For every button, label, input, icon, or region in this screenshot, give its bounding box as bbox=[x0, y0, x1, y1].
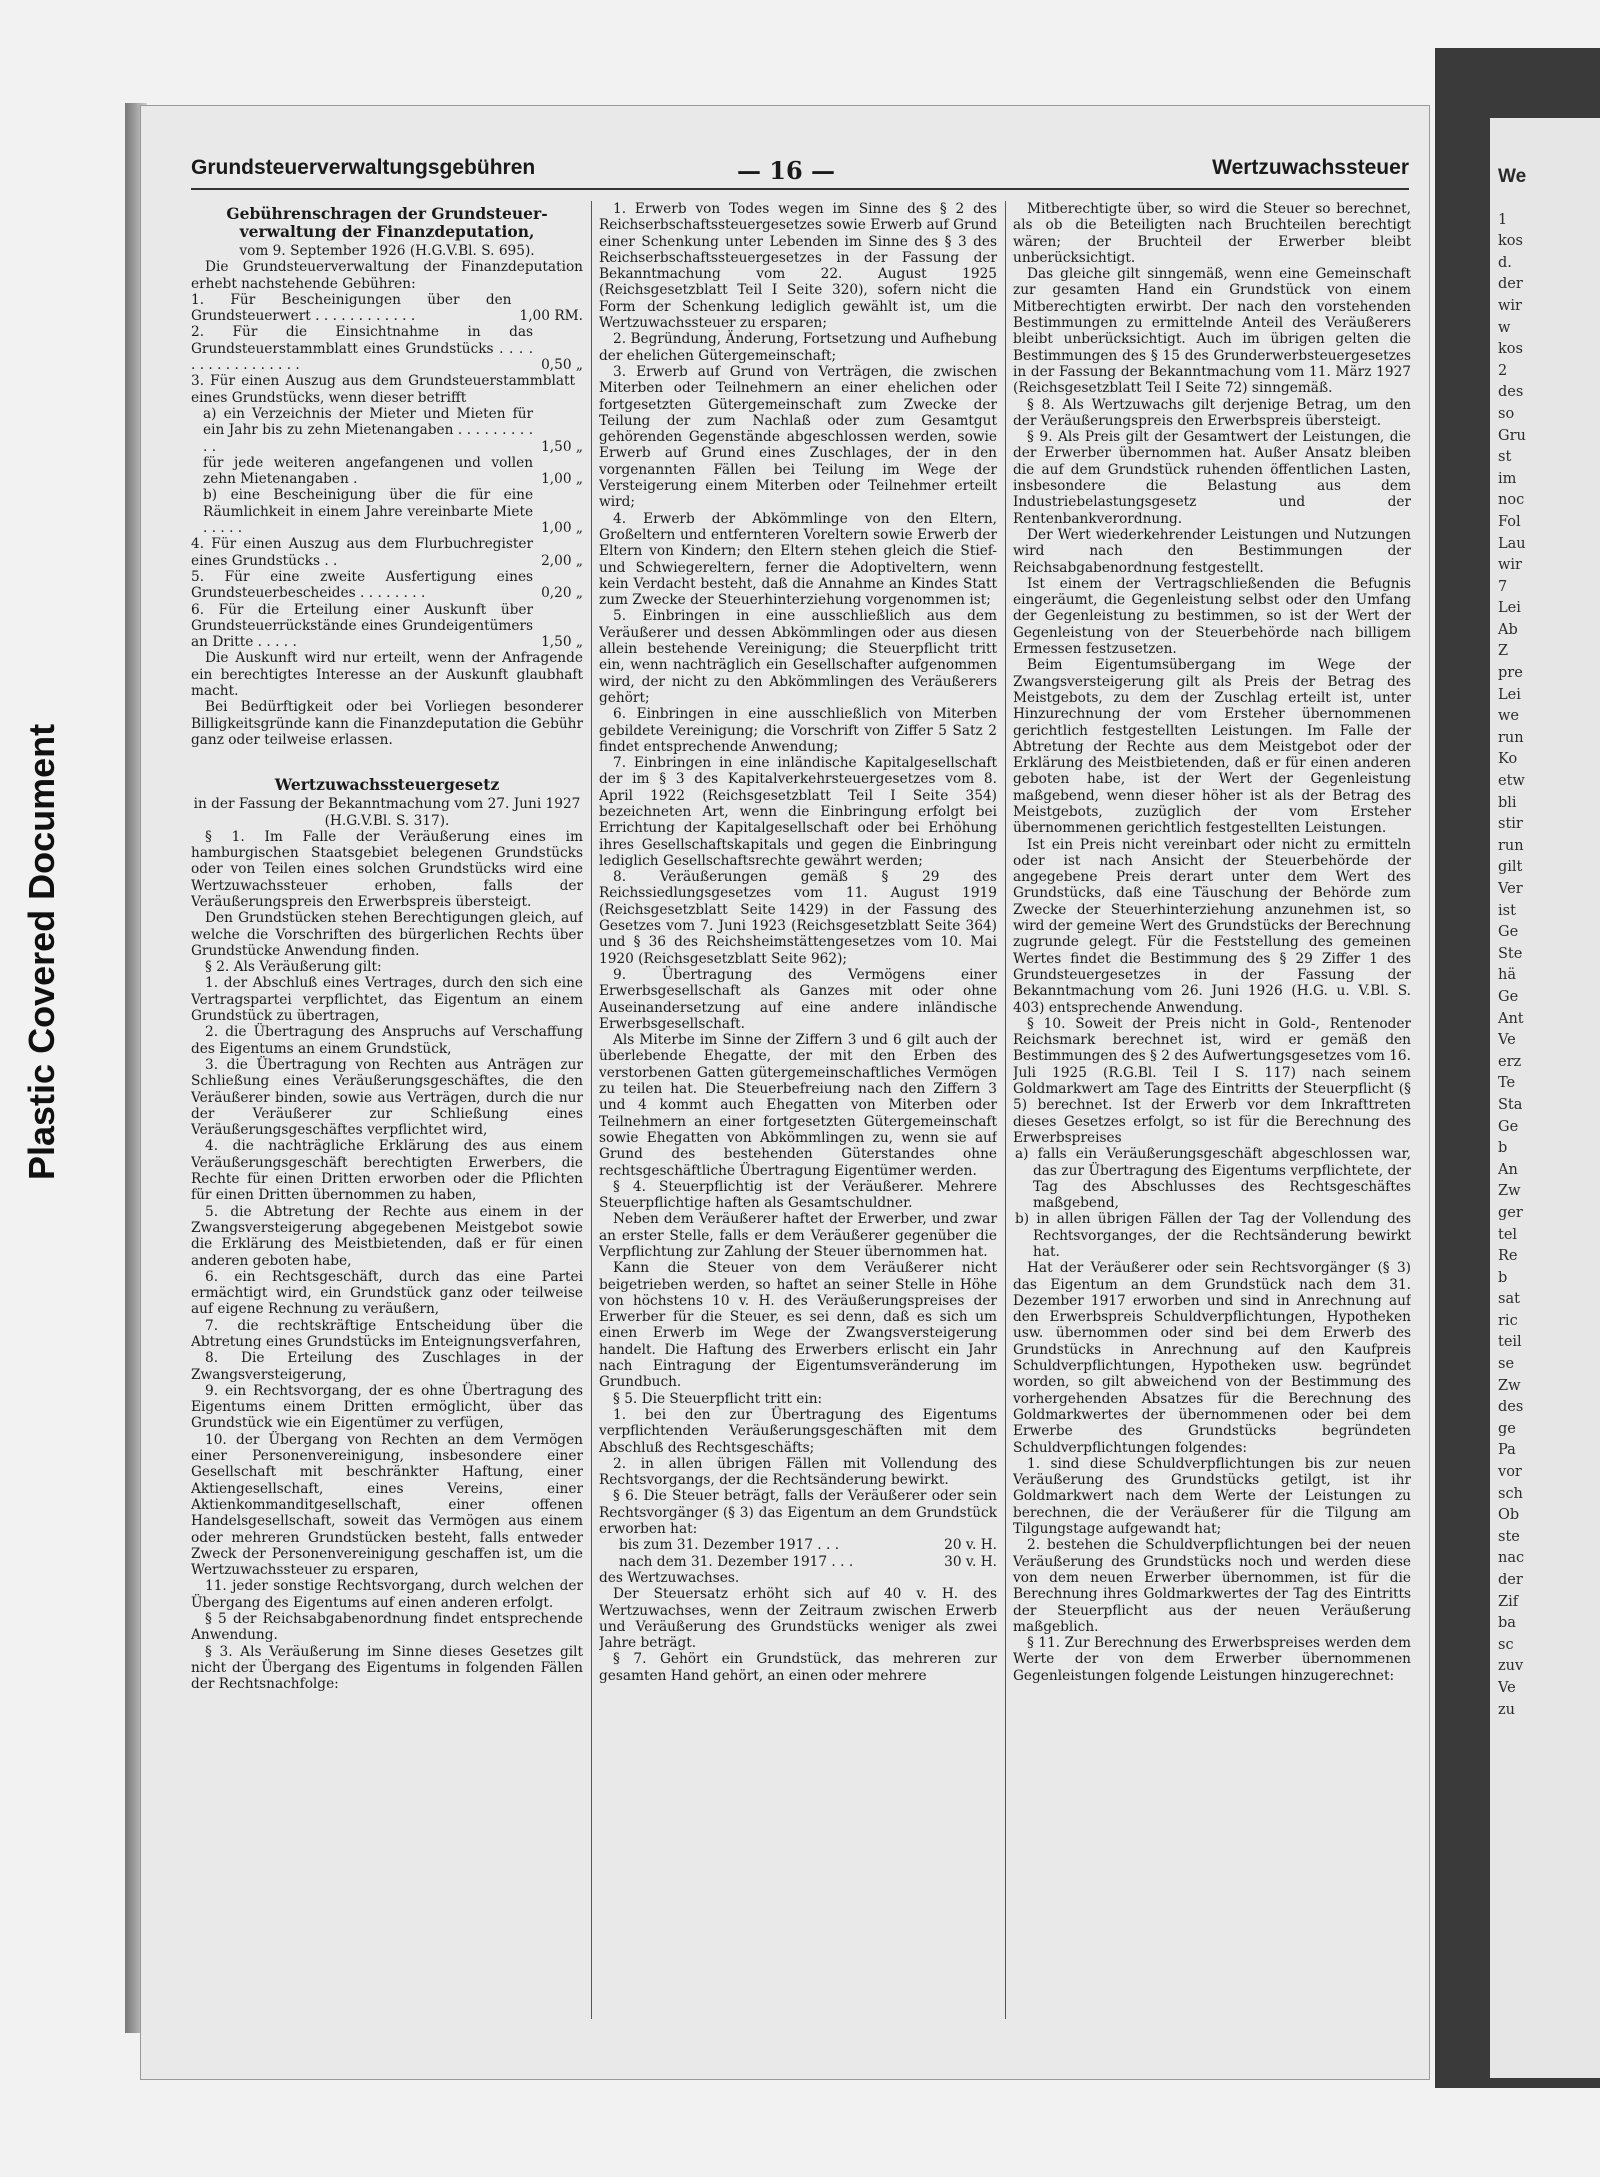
adjacent-page-fragment: Ge bbox=[1498, 1118, 1519, 1135]
adjacent-page-fragment: des bbox=[1498, 1399, 1524, 1416]
adjacent-page-fragment: Z bbox=[1498, 643, 1509, 660]
adjacent-page-fragment: hä bbox=[1498, 967, 1516, 984]
adjacent-page-fragment: 7 bbox=[1498, 578, 1508, 595]
law-paragraph: § 11. Zur Berechnung des Erwerbspreises werden dem Werte der von dem Erwerber übernommenen Gegenleistungen folgende Leistungen hinzugerechnet: bbox=[1013, 1635, 1411, 1684]
running-head-right: Wertzuwachssteuer bbox=[1212, 156, 1409, 179]
fee-amount: 1,50 „ bbox=[541, 634, 583, 651]
adjacent-page-fragment: der bbox=[1498, 1572, 1523, 1588]
fee-item bbox=[191, 406, 583, 455]
law-paragraphs bbox=[1013, 1260, 1411, 1684]
rates-tail: des Wertzuwachses. bbox=[599, 1569, 740, 1586]
rate-row bbox=[599, 1554, 997, 1570]
adjacent-page-fragment: Ko bbox=[1498, 751, 1518, 768]
adjacent-page-fragment: Sta bbox=[1498, 1096, 1523, 1113]
law-paragraph: Kann die Steuer von dem Veräußerer nicht beigetrieben werden, so haftet an seiner Stelle in Höhe von höchstens 10 v. H. des Veräußerungspreises der Erwerber für die Steuer, es sei denn, daß es sich um einen Erwerb im Wege der Zwangsversteigerung handelt. Die Haftung des Erwerbers erlischt ein Jahr nach Eintragung der Eigentumsveränderung im Grundbuch. bbox=[599, 1260, 997, 1391]
fee-notes bbox=[191, 650, 583, 748]
adjacent-page-fragment: 1 bbox=[1498, 211, 1508, 228]
law-paragraph: 5. die Abtretung der Rechte aus einem in der Zwangsversteigerung abgegebenen Meistgebot sowie die Erklärung des Meistbietenden, daß er für einen anderen geboten habe, bbox=[191, 1203, 583, 1269]
header-rule bbox=[191, 188, 1409, 190]
adjacent-page-fragment: im bbox=[1498, 470, 1517, 487]
law-paragraph: 7. Einbringen in eine inländische Kapitalgesellschaft der im § 3 des Kapitalverkehrsteuergesetzes vom 8. April 1922 (Reichsgesetzblatt Teil I Seite 354) bezeichneten Art, wenn die Einbringung erfolgt bei Errichtung der Kapitalgesellschaft oder bei Erhöhung ihres Gesellschaftskapitals und gegen die Einbringung lediglich Gesellschaftsrechte gewährt werden; bbox=[599, 755, 997, 869]
column-rule bbox=[591, 201, 592, 2019]
law-paragraph: Der Wert wiederkehrender Leistungen und Nutzungen wird nach den Bestimmungen der Reichsabgabenordnung festgestellt. bbox=[1013, 526, 1411, 576]
law-paragraph: Der Steuersatz erhöht sich auf 40 v. H. des Wertzuwachses, wenn der Zeitraum zwischen Erwerb und Veräußerung des Grundstücks weniger als zwei Jahre beträgt. bbox=[599, 1586, 997, 1652]
fee-label: für jede weiteren angefangenen und vollen zehn Mietenangaben . bbox=[203, 454, 534, 488]
adjacent-page-fragment: Fol bbox=[1498, 513, 1521, 530]
fee-item bbox=[191, 455, 583, 488]
fee-note: Bei Bedürftigkeit oder bei Vorliegen besonderer Billigkeitsgründe kann die Finanzdeputation die Gebühr ganz oder teilweise erlassen. bbox=[191, 699, 583, 748]
adjacent-page-fragment: we bbox=[1498, 708, 1519, 725]
law-paragraph: 10. der Übergang von Rechten an dem Vermögen einer Personenvereinigung, insbesondere einer Gesellschaft mit beschränkter Haftung, einer Aktiengesellschaft, eines Vereins, einer Aktienkommanditgesellschaft, einer offenen Handelsgesellschaft, soweit das Vermögen aus einem oder mehreren Grundstücken besteht, falls entweder Zweck der Personenvereinigung geschaffen ist, um die Wertzuwachssteuer zu ersparen, bbox=[191, 1431, 583, 1579]
law-paragraph: Neben dem Veräußerer haftet der Erwerber, und zwar an erster Stelle, falls er dem Veräußerer gegenüber die Verpflichtung zur Zahlung der Steuer übernommen hat. bbox=[599, 1211, 997, 1260]
law-paragraph: 1. Erwerb von Todes wegen im Sinne des § 2 des Reichserbschaftssteuergesetzes sowie Erwerb auf Grund einer Schenkung unter Lebenden im Sinne des § 3 des Reichserbschaftssteuergesetzes in der Fassung der Bekanntmachung vom 22. August 1925 (Reichsgesetzblatt Teil I Seite 320), sofern nicht die Form der Schenkung lediglich gewählt ist, um die Wertzuwachssteuer zu ersparen; bbox=[599, 201, 997, 332]
law-paragraphs bbox=[191, 829, 583, 1693]
law-paragraphs bbox=[1013, 201, 1411, 1146]
adjacent-page-fragment: Lei bbox=[1498, 600, 1521, 617]
law-paragraph: § 1. Im Falle der Veräußerung eines im hamburgischen Staatsgebiet belegenen Grundstücks oder von Teilen eines solchen Grundstücks wird eine Wertzuwachssteuer erhoben, falls der Veräußerungspreis den Erwerbspreis übersteigt. bbox=[191, 828, 583, 910]
adjacent-page-fragment: b bbox=[1498, 1269, 1508, 1286]
adjacent-page-fragment: run bbox=[1498, 729, 1524, 746]
fee-label: b) eine Bescheinigung über die für eine Räumlichkeit in einem Jahre vereinbarte Miete . . . . . bbox=[203, 487, 534, 537]
law-paragraph: 2. die Übertragung des Anspruchs auf Verschaffung des Eigentums an einem Grundstück, bbox=[191, 1024, 583, 1057]
fee-schedule-intro: Die Grundsteuerverwaltung der Finanzdeputation erhebt nachstehende Gebühren: bbox=[191, 259, 583, 292]
running-head-left: Grundsteuerverwaltungsgebühren bbox=[191, 156, 536, 179]
adjacent-page-edge bbox=[1490, 118, 1600, 2078]
column-2 bbox=[599, 201, 997, 1684]
adjacent-page-fragment: 2 bbox=[1498, 362, 1508, 379]
law-paragraphs bbox=[599, 1586, 997, 1684]
adjacent-page-fragment: erz bbox=[1498, 1053, 1522, 1070]
law-paragraphs bbox=[599, 201, 997, 1537]
fee-amount: 2,00 „ bbox=[541, 552, 583, 569]
fee-item bbox=[191, 536, 583, 569]
law-paragraph: § 9. Als Preis gilt der Gesamtwert der Leistungen, die der Erwerber übernommen hat. Außer Ansatz bleiben die auf dem Grundstück ruhenden öffentlichen Lasten, insbesondere die Belastung aus dem Industriebelastungsgesetz und der Rentenbankverordnung. bbox=[1013, 429, 1411, 527]
law-list bbox=[1013, 1146, 1411, 1260]
adjacent-page-fragment: An bbox=[1498, 1161, 1518, 1178]
law-paragraph: 9. ein Rechtsvorgang, der es ohne Übertragung des Eigentums einem Dritten ermöglicht, über das Grundstück wie ein Eigentümer zu verfügen, bbox=[191, 1382, 583, 1432]
adjacent-page-fragment: zuv bbox=[1498, 1658, 1524, 1675]
adjacent-page-fragment: etw bbox=[1498, 773, 1525, 790]
adjacent-page-fragment: stir bbox=[1498, 816, 1523, 833]
law-paragraph: 11. jeder sonstige Rechtsvorgang, durch welchen der Übergang des Eigentums auf einen anderen erfolgt. bbox=[191, 1578, 583, 1611]
adjacent-page-fragment: st bbox=[1498, 449, 1512, 466]
adjacent-page-fragment: Ab bbox=[1498, 621, 1518, 638]
adjacent-page-fragment: Lau bbox=[1498, 535, 1526, 552]
adjacent-page-fragment: sat bbox=[1498, 1291, 1520, 1308]
adjacent-page-fragment: Ant bbox=[1498, 1010, 1524, 1027]
adjacent-page-fragment: teil bbox=[1498, 1334, 1522, 1351]
adjacent-page-fragment: wir bbox=[1498, 297, 1522, 314]
fee-list bbox=[191, 292, 583, 651]
fee-item bbox=[191, 569, 583, 602]
fee-amount: 1,00 „ bbox=[541, 520, 583, 537]
adjacent-page-fragment: Zw bbox=[1498, 1377, 1521, 1394]
law-paragraph: § 5 der Reichsabgabenordnung findet entsprechende Anwendung. bbox=[191, 1611, 583, 1644]
fee-amount: 1,00 „ bbox=[541, 471, 583, 488]
column-1 bbox=[191, 201, 583, 1693]
law-paragraph: Ist einem der Vertragschließenden die Befugnis eingeräumt, die Gegenleistung selbst oder den Umfang der Gegenleistung zu bestimmen, so ist der Wert der Gegenleistung von der Steuerbehörde nach billigem Ermessen festzusetzen. bbox=[1013, 575, 1411, 658]
law-subtitle: in der Fassung der Bekanntmachung vom 27. Juni 1927 (H.G.V.Bl. S. 317). bbox=[193, 796, 581, 829]
law-paragraph: 8. Die Erteilung des Zuschlages in der Zwangsversteigerung, bbox=[191, 1350, 583, 1383]
fee-amount: 1,50 „ bbox=[541, 438, 583, 455]
fee-amount: 0,50 „ bbox=[541, 357, 583, 374]
rate-label: nach dem 31. Dezember 1917 . . . bbox=[619, 1553, 854, 1570]
adjacent-page-fragment: so bbox=[1498, 405, 1515, 422]
adjacent-page-fragment: ric bbox=[1498, 1312, 1518, 1329]
adjacent-page-fragment: pre bbox=[1498, 665, 1523, 682]
adjacent-page-fragment: Ge bbox=[1498, 924, 1519, 941]
adjacent-page-fragment: wir bbox=[1498, 557, 1522, 574]
adjacent-page-fragment: Gru bbox=[1498, 427, 1526, 444]
fee-item bbox=[191, 602, 583, 651]
adjacent-page-fragment: Ve bbox=[1498, 1679, 1516, 1696]
law-list-item: b) in allen übrigen Fällen der Tag der Vollendung des Rechtsvorganges, der die Rechtsänderung bewirkt hat. bbox=[1015, 1211, 1411, 1260]
fee-note: Die Auskunft wird nur erteilt, wenn der Anfragende ein berechtigtes Interesse an der Auskunft glaubhaft macht. bbox=[191, 650, 583, 700]
fee-item bbox=[191, 487, 583, 536]
adjacent-page-fragment: Re bbox=[1498, 1248, 1518, 1265]
law-paragraph: § 5. Die Steuerpflicht tritt ein: bbox=[613, 1390, 823, 1407]
fee-item bbox=[191, 292, 583, 325]
fee-item bbox=[191, 373, 583, 406]
tax-rates bbox=[599, 1537, 997, 1570]
adjacent-page-fragment: ba bbox=[1498, 1615, 1516, 1632]
adjacent-page-fragment: Ver bbox=[1498, 881, 1523, 897]
law-paragraph: 2. Begründung, Änderung, Fortsetzung und Aufhebung der ehelichen Gütergemeinschaft; bbox=[599, 331, 997, 364]
rate-value: 30 v. H. bbox=[944, 1553, 997, 1570]
law-paragraph: Mitberechtigte über, so wird die Steuer so berechnet, als ob die Beteiligten nach Bruchteilen berechtigt wären; der Bruchteil der Erwerber bleibt unberücksichtigt. bbox=[1013, 201, 1411, 266]
adjacent-page-fragment: Zif bbox=[1498, 1593, 1519, 1610]
adjacent-page-fragment: ist bbox=[1498, 902, 1516, 919]
law-paragraph: Beim Eigentumsübergang im Wege der Zwangsversteigerung gilt als Preis der Betrag des Meistgebots, zu dem der Zuschlag erteilt ist, unter Hinzurechnung der vom Ersteher übernommenen gerichtlich festgestellten Leistungen. Im Falle der Abtretung der Rechte aus dem Meistgebot oder der Erklärung des Meistbietenden, daß er für einen anderen geboten habe, ist der Wert der Gegenleistung maßgebend, wenn dieser höher ist als der Betrag des Meistgebots, zuzüglich der vom Ersteher übernommenen gerichtlich festgestellten Leistungen. bbox=[1013, 657, 1411, 837]
law-paragraph: § 10. Soweit der Preis nicht in Gold-, Rentenoder Reichsmark berechnet ist, wird er gemäß den Bestimmungen des § 2 des Aufwertungsgesetzes vom 16. Juli 1925 (R.G.Bl. Teil I S. 117) nach seinem Goldmarkwert am Tage des Eintritts der Steuerpflicht (§ 5) berechnet. Ist der Erwerb vor dem Inkrafttreten dieses Gesetzes erfolgt, so ist für die Berechnung des Erwerbspreises bbox=[1013, 1015, 1411, 1146]
fee-label: 3. Für einen Auszug aus dem Grundsteuerstammblatt eines Grundstücks, wenn dieser betrifft bbox=[191, 373, 575, 406]
adjacent-page-fragment: des bbox=[1498, 384, 1524, 401]
document-page bbox=[140, 105, 1430, 2080]
fee-label: a) ein Verzeichnis der Mieter und Mieten für ein Jahr bis zu zehn Mietenangaben . . . . . . . . . . . bbox=[203, 405, 534, 455]
adjacent-page-fragment: ste bbox=[1498, 1528, 1520, 1545]
adjacent-page-fragment: Ste bbox=[1498, 945, 1523, 962]
page-number: — 16 — bbox=[736, 156, 836, 185]
adjacent-page-fragment: Te bbox=[1498, 1075, 1516, 1092]
law-paragraph: 8. Veräußerungen gemäß § 29 des Reichssiedlungsgesetzes vom 11. August 1919 (Reichsgesetzblatt Seite 1429) in der Fassung des Gesetzes vom 7. Juni 1923 (Reichsgesetzblatt Seite 364) und § 36 des Reichsheimstättengesetzes vom 10. Mai 1920 (Reichsgesetzblatt Seite 962); bbox=[599, 869, 997, 967]
adjacent-page-fragment: Ge bbox=[1498, 988, 1519, 1005]
adjacent-page-fragment: d. bbox=[1498, 254, 1512, 271]
adjacent-page-fragment: w bbox=[1498, 319, 1511, 336]
rate-label: bis zum 31. Dezember 1917 . . . bbox=[619, 1537, 840, 1554]
law-paragraph: § 3. Als Veräußerung im Sinne dieses Gesetzes gilt nicht der Übergang des Eigentums in folgenden Fällen der Rechtsnachfolge: bbox=[191, 1643, 583, 1693]
plastic-covered-stamp: Plastic Covered Document bbox=[21, 723, 62, 1180]
law-paragraph: 6. ein Rechtsgeschäft, durch das eine Partei ermächtigt wird, ein Grundstück ganz oder teilweise auf eigene Rechnung zu veräußern, bbox=[191, 1268, 583, 1318]
fee-label: 6. Für die Erteilung einer Auskunft über Grundsteuerrückstände eines Grundeigentümers an Dritte . . . . . bbox=[191, 601, 534, 651]
adjacent-page-fragment: Zw bbox=[1498, 1183, 1521, 1200]
adjacent-page-fragment: sc bbox=[1498, 1636, 1514, 1653]
adjacent-page-fragment: kos bbox=[1498, 233, 1523, 250]
rate-value: 20 v. H. bbox=[944, 1537, 997, 1554]
rate-row bbox=[599, 1537, 997, 1553]
law-paragraph: 6. Einbringen in eine ausschließlich von Miterben gebildete Vereinigung; die Vorschrift von Ziffer 5 Satz 2 findet entsprechende Anwendung; bbox=[599, 706, 997, 755]
law-paragraph: Als Miterbe im Sinne der Ziffern 3 und 6 gilt auch der überlebende Ehegatte, der mit den Erben des verstorbenen Gatten gütergemeinschaftliches Vermögen zu teilen hat. Die Steuerbefreiung nach den Ziffern 3 und 4 kommt auch Ehegatten von Miterben oder Teilnehmern an einer fortgesetzten Gütergemeinschaft sowie Ehegatten von Abkömmlingen zu, wenn sie auf Grund des bestehenden Güterstandes ohne rechtsgeschäftliche Übertragung Eigentümer werden. bbox=[599, 1032, 997, 1179]
adjacent-page-fragment: kos bbox=[1498, 341, 1523, 358]
law-paragraph: § 4. Steuerpflichtig ist der Veräußerer. Mehrere Steuerpflichtige haften als Gesamtschuldner. bbox=[599, 1178, 997, 1212]
column-3 bbox=[1013, 201, 1411, 1684]
adjacent-page-fragment: ger bbox=[1498, 1204, 1523, 1221]
fee-schedule-date: vom 9. September 1926 (H.G.V.Bl. S. 695). bbox=[239, 243, 535, 259]
law-paragraph: 2. in allen übrigen Fällen mit Vollendung des Rechtsvorgangs, der die Rechtsänderung bewirkt. bbox=[599, 1455, 997, 1489]
adjacent-page-fragment: b bbox=[1498, 1140, 1508, 1157]
law-title: Wertzuwachssteuergesetz bbox=[274, 775, 500, 795]
law-paragraph: Ist ein Preis nicht vereinbart oder nicht zu ermitteln oder ist nach Ansicht der Steuerbehörde der angegebene Preis derart unter dem Wert des Grundstücks, daß eine Täuschung der Behörde zum Zwecke der Steuerhinterziehung anzunehmen ist, so wird der gemeine Wert des Grundstücks der Berechnung zugrunde gelegt. Für die Feststellung des gemeinen Wertes findet die Bestimmung des § 29 Ziffer 1 des Grundsteuergesetzes in der Fassung der Bekanntmachung vom 26. Juni 1926 (H.G. u. V.Bl. S. 403) entsprechende Anwendung. bbox=[1013, 836, 1411, 1016]
law-paragraph: 5. Einbringen in eine ausschließlich aus dem Veräußerer und dessen Abkömmlingen oder aus diesen allein bestehende Vereinigung; die Steuerpflicht tritt ein, wenn nachträglich ein Gesellschafter aufgenommen wird, der nicht zu den Abkömmlingen des Veräußerers gehört; bbox=[599, 608, 997, 706]
law-paragraph: 7. die rechtskräftige Entscheidung über die Abtretung eines Grundstücks im Enteignungsverfahren, bbox=[191, 1317, 583, 1350]
adjacent-page-fragment: zu bbox=[1498, 1701, 1515, 1718]
law-paragraph: 4. die nachträgliche Erklärung des aus einem Veräußerungsgeschäft berechtigten Erwerbers, die Rechte für einen Dritten erworben oder die Pflichten für einen Dritten übernommen zu haben, bbox=[191, 1138, 583, 1204]
adjacent-page-fragment: ge bbox=[1498, 1420, 1516, 1437]
adjacent-page-fragment: Pa bbox=[1498, 1442, 1516, 1459]
adjacent-page-fragment: run bbox=[1498, 837, 1524, 854]
adjacent-page-fragments bbox=[1498, 210, 1600, 1722]
law-list-item: a) falls ein Veräußerungsgeschäft abgeschlossen war, das zur Übertragung des Eigentums verpflichtete, der Tag des Abschlusses des Rechtsgeschäftes maßgebend, bbox=[1015, 1146, 1411, 1212]
law-paragraph: Das gleiche gilt sinngemäß, wenn eine Gemeinschaft zur gesamten Hand ein Grundstück von einem Mitberechtigten erwirbt. Der nach den vorstehenden Bestimmungen zu ermittelnde Anteil des Veräußerers bleibt unberücksichtigt. Auch im übrigen gelten die Bestimmungen des § 15 des Grunderwerbsteuergesetzes in der Fassung der Bekanntmachung vom 11. März 1927 (Reichsgesetzblatt Teil I Seite 72) sinngemäß. bbox=[1013, 266, 1411, 397]
adjacent-page-fragment: der bbox=[1498, 276, 1523, 293]
fee-label: 4. Für einen Auszug aus dem Flurbuchregister eines Grundstücks . . bbox=[191, 536, 534, 569]
fee-item bbox=[191, 324, 583, 373]
law-paragraph: 3. Erwerb auf Grund von Verträgen, die zwischen Miterben oder Teilnehmern an einer ehelichen oder fortgesetzten Gütergemeinschaft zum Zwecke der Teilung der zum Nachlaß oder zum Gesamtgut gehörenden Gegenstände abgeschlossen werden, sowie Erwerb auf Grund eines Zuschlages, der in den vorgenannten Fällen bei Teilung im Wege der Versteigerung einem Miterben oder Teilnehmer erteilt wird; bbox=[599, 363, 997, 511]
adjacent-page-fragment: sch bbox=[1498, 1485, 1523, 1502]
adjacent-page-fragment: se bbox=[1498, 1356, 1515, 1373]
fee-label: 2. Für die Einsichtnahme in das Grundsteuerstammblatt eines Grundstücks . . . . . . . . . . . . . . . . . bbox=[191, 324, 534, 374]
fee-amount: 1,00 RM. bbox=[519, 308, 583, 325]
law-paragraph: Hat der Veräußerer oder sein Rechtsvorgänger (§ 3) das Eigentum an dem Grundstück nach dem 31. Dezember 1917 erworben und sind in Anrechnung auf den Erwerbspreis Schuldverpflichtungen, Hypotheken usw. übernommen oder sind bei dem Erwerb des Grundstücks in Anrechnung auf den Kaufpreis Schuldverpflichtungen, Hypotheken usw. begründet worden, so gilt abweichend von der Bestimmung des vorhergehenden Absatzes für die Berechnung des Goldmarkwertes der übernommenen oder bei dem Erwerbe des Grundstücks begründeten Schuldverpflichtungen folgendes: bbox=[1013, 1260, 1411, 1456]
fee-label: 1. Für Bescheinigungen über den Grundsteuerwert . . . . . . . . . . . . bbox=[191, 291, 512, 325]
adjacent-page-fragment: nac bbox=[1498, 1550, 1525, 1567]
adjacent-page-fragment: gilt bbox=[1498, 859, 1523, 876]
law-paragraph: 4. Erwerb der Abkömmlinge von den Eltern, Großeltern und entfernteren Voreltern sowie Erwerb der Eltern von Kindern; den Eltern stehen gleich die Stief- und Schwiegereltern, ferner die Adoptiveltern, wenn kein Verdacht besteht, daß die Annahme an Kindes Statt zum Zwecke der Steuerhinterziehung vorgenommen ist; bbox=[599, 510, 997, 609]
law-paragraph: § 8. Als Wertzuwachs gilt derjenige Betrag, um den der Veräußerungspreis den Erwerbspreis übersteigt. bbox=[1013, 396, 1411, 429]
column-rule bbox=[1005, 201, 1006, 2019]
law-paragraph: 1. bei den zur Übertragung des Eigentums verpflichtenden Veräußerungsgeschäften mit dem Abschluß des Rechtsgeschäfts; bbox=[599, 1406, 997, 1456]
law-paragraph: 1. der Abschluß eines Vertrages, durch den sich eine Vertragspartei verpflichtet, das Eigentum an einem Grundstück zu übertragen, bbox=[191, 975, 583, 1025]
fee-schedule-title: Gebührenschragen der Grundsteuer-verwaltung der Finanzdeputation, bbox=[226, 204, 548, 241]
adjacent-page-fragment: Lei bbox=[1498, 686, 1521, 703]
law-paragraph: § 6. Die Steuer beträgt, falls der Veräußerer oder sein Rechtsvorgänger (§ 3) das Eigentum an dem Grundstück erworben hat: bbox=[599, 1488, 997, 1538]
law-paragraph: 9. Übertragung des Vermögens einer Erwerbsgesellschaft als Ganzes mit oder ohne Auseinandersetzung auf eine andere inländische Erwerbsgesellschaft. bbox=[599, 966, 997, 1032]
adjacent-page-fragment: vor bbox=[1498, 1464, 1522, 1481]
adjacent-page-fragment: noc bbox=[1498, 492, 1525, 509]
law-paragraph: 2. bestehen die Schuldverpflichtungen bei der neuen Veräußerung des Grundstücks noch und werden diese von dem neuen Erwerber übernommen, ist für die Berechnung ihres Goldmarkwertes der Tag des Eintritts der Steuerpflicht aus der neuen Veräußerung maßgeblich. bbox=[1013, 1537, 1411, 1635]
adjacent-page-fragment: Ve bbox=[1498, 1032, 1516, 1049]
law-paragraph: § 2. Als Veräußerung gilt: bbox=[205, 959, 382, 976]
adjacent-page-heading: We bbox=[1498, 166, 1527, 187]
adjacent-page-fragment: tel bbox=[1498, 1226, 1518, 1243]
fee-label: 5. Für eine zweite Ausfertigung eines Grundsteuerbescheides . . . . . . . . bbox=[191, 568, 534, 602]
fee-amount: 0,20 „ bbox=[541, 585, 583, 602]
law-paragraph: 1. sind diese Schuldverpflichtungen bis zur neuen Veräußerung des Grundstücks getilgt, ist ihr Goldmarkwert nach dem Werte der Leistungen zu berechnen, die der Veräußerer für die Tilgung am Tilgungstage aufgewandt hat; bbox=[1013, 1455, 1411, 1538]
law-paragraph: Den Grundstücken stehen Berechtigungen gleich, auf welche die Vorschriften des bürgerlichen Rechts über Grundstücke Anwendung finden. bbox=[191, 910, 583, 959]
adjacent-page-fragment: bli bbox=[1498, 794, 1517, 811]
adjacent-page-fragment: Ob bbox=[1498, 1507, 1520, 1524]
law-paragraph: § 7. Gehört ein Grundstück, das mehreren zur gesamten Hand gehört, an einen oder mehrere bbox=[599, 1651, 997, 1684]
law-paragraph: 3. die Übertragung von Rechten aus Anträgen zur Schließung eines Veräußerungsgeschäftes, die den Veräußerer binden, sowie aus Verträgen, durch die nur der Veräußerer zur Schließung eines Veräußerungsgeschäftes verpflichtet wird, bbox=[191, 1056, 583, 1139]
